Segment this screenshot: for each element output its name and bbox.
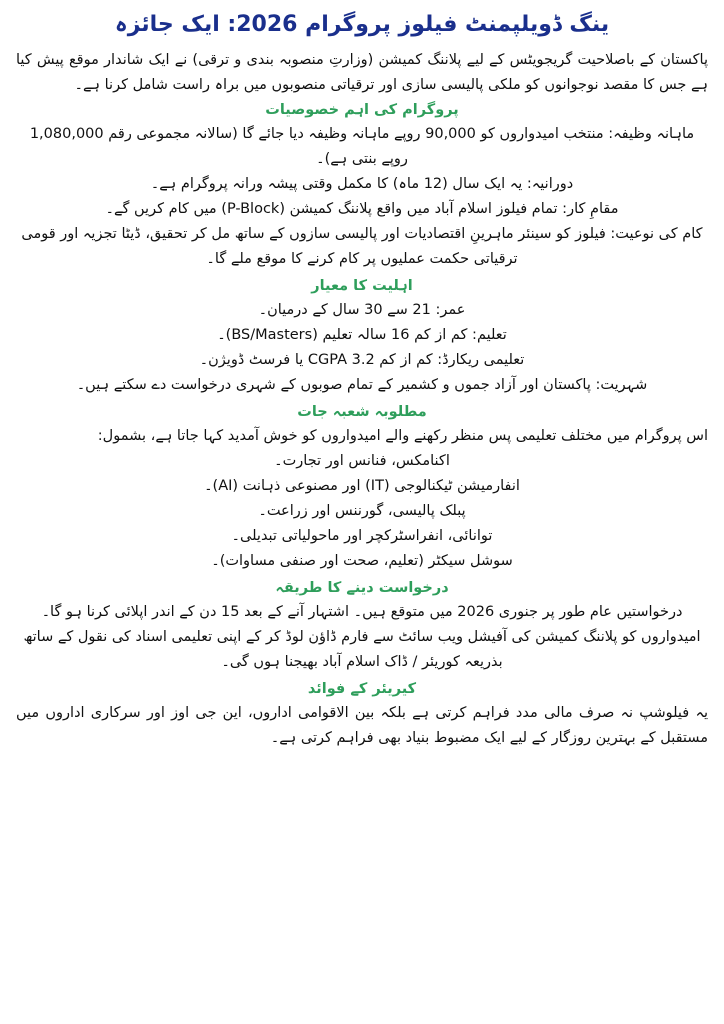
list-item: امیدواروں کو پلاننگ کمیشن کی آفیشل ویب سائٹ سے فارم ڈاؤن لوڈ کر کے اپنی تعلیمی اسناد کی نقول کے ساتھ بذریعہ کوریئر / ڈاک اسلام آباد بھیجنا ہوں گی۔ [23,629,701,670]
list-item: تعلیم: کم از کم 16 سالہ تعلیم (BS/Masters)۔ [217,327,507,343]
benefits-paragraph: یہ فیلوشپ نہ صرف مالی مدد فراہم کرتی ہے بلکہ بین الاقوامی اداروں، این جی اوز اور سرکاری اداروں میں مستقبل کے بہترین روزگار کے لیے ایک مضبوط بنیاد بھی فراہم کرتی ہے۔ [16,705,708,746]
list-item: انفارمیشن ٹیکنالوجی (IT) اور مصنوعی ذہانت (AI)۔ [204,478,520,494]
list-item: مقامِ کار: تمام فیلوز اسلام آباد میں واقع پلاننگ کمیشن (P-Block) میں کام کریں گے۔ [105,201,619,217]
list-item: عمر: 21 سے 30 سال کے درمیان۔ [258,302,466,318]
list-item: کام کی نوعیت: فیلوز کو سینئر ماہرینِ اقتصادیات اور پالیسی سازوں کے ساتھ مل کر تحقیق، ڈیٹا تجزیہ اور قومی ترقیاتی حکمت عملیوں پر کام کرنے کا موقع ملے گا۔ [21,226,703,267]
application-list [16,600,708,675]
list-item: شہریت: پاکستان اور آزاد جموں و کشمیر کے تمام صوبوں کے شہری درخواست دے سکتے ہیں۔ [76,377,648,393]
eligibility-list [16,298,708,398]
list-item: سوشل سیکٹر (تعلیم، صحت اور صنفی مساوات)۔ [211,553,513,569]
section-heading-eligibility: اہلیت کا معیار [311,278,413,294]
fields-intro: اس پروگرام میں مختلف تعلیمی پس منظر رکھنے والے امیدواروں کو خوش آمدید کہا جاتا ہے، بشمول: [97,428,708,444]
list-item: پبلک پالیسی، گورننس اور زراعت۔ [258,503,466,519]
list-item: ماہانہ وظیفہ: منتخب امیدواروں کو 90,000 روپے ماہانہ وظیفہ دیا جائے گا (سالانہ مجموعی رقم 1,080,000 روپے بنتی ہے)۔ [29,126,695,167]
list-item: توانائی، انفراسٹرکچر اور ماحولیاتی تبدیلی۔ [231,528,493,544]
section-heading-fields: مطلوبہ شعبہ جات [297,404,427,420]
section-heading-application: درخواست دینے کا طریقہ [275,580,449,596]
fields-list [16,449,708,574]
list-item: اکنامکس، فنانس اور تجارت۔ [274,453,450,469]
section-heading-benefits: کیریئر کے فوائد [307,681,417,697]
list-item: درخواستیں عام طور پر جنوری 2026 میں متوقع ہیں۔ اشتہار آنے کے بعد 15 دن کے اندر اپلائی کرنا ہو گا۔ [41,604,683,620]
list-item: دورانیہ: یہ ایک سال (12 ماہ) کا مکمل وقتی پیشہ ورانہ پروگرام ہے۔ [150,176,574,192]
features-list [16,122,708,272]
section-heading-features: پروگرام کی اہم خصوصیات [265,102,459,118]
page-title: ینگ ڈویلپمنٹ فیلوز پروگرام 2026: ایک جائزہ [114,12,610,37]
intro-paragraph: پاکستان کے باصلاحیت گریجویٹس کے لیے پلاننگ کمیشن (وزارتِ منصوبہ بندی و ترقی) نے ایک شاندار موقع پیش کیا ہے جس کا مقصد نوجوانوں کو ملکی پالیسی سازی اور ترقیاتی منصوبوں میں براہ راست شامل کرنا ہے۔ [16,52,708,93]
list-item: تعلیمی ریکارڈ: کم از کم CGPA 3.2 یا فرسٹ ڈویژن۔ [199,352,525,368]
